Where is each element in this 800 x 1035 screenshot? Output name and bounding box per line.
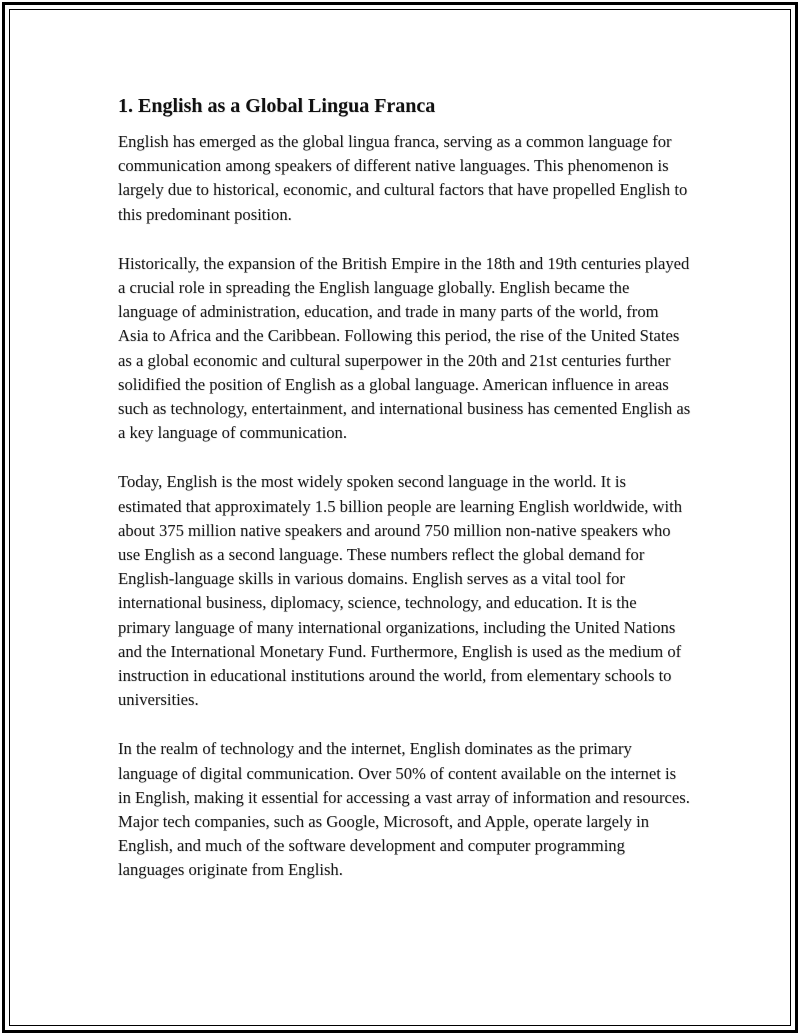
section-heading: 1. English as a Global Lingua Franca [118,95,436,117]
paragraph-intro: English has emerged as the global lingua franca, serving as a common language for communication among speakers of different native languages. This phenomenon is largely due to historical, economic, and cultural factors that have propelled English to this predominant position. [118,132,688,224]
paragraph-history: Historically, the expansion of the British Empire in the 18th and 19th centuries played a crucial role in spreading the English language globally. English became the language of administration, education, and trade in many parts of the world, from Asia to Africa and the Caribbean. Following this period, the rise of the United States as a global economic and cultural superpower in the 20th and 21st centuries further solidified the position of English as a global language. American influence in areas such as technology, entertainment, and international business has cemented English as a key language of communication. [118,253,691,443]
paragraph-technology: In the realm of technology and the internet, English dominates as the primary language of digital communication. Over 50% of content available on the internet is in English, making it essential for accessing a vast array of information and resources. Major tech companies, such as Google, Microsoft, and Apple, operate largely in English, and much of the software development and computer programming languages originate from English. [118,739,690,880]
paragraph-today: Today, English is the most widely spoken second language in the world. It is estimated that approximately 1.5 billion people are learning English worldwide, with about 375 million native speakers and around 750 million non-native speakers who use English as a second language. These numbers reflect the global demand for English-language skills in various domains. English serves as a vital tool for international business, diplomacy, science, technology, and education. It is the primary language of many international organizations, including the United Nations and the International Monetary Fund. Furthermore, English is used as the medium of instruction in educational institutions around the world, from elementary schools to universities. [118,472,683,710]
document-body [118,93,692,908]
